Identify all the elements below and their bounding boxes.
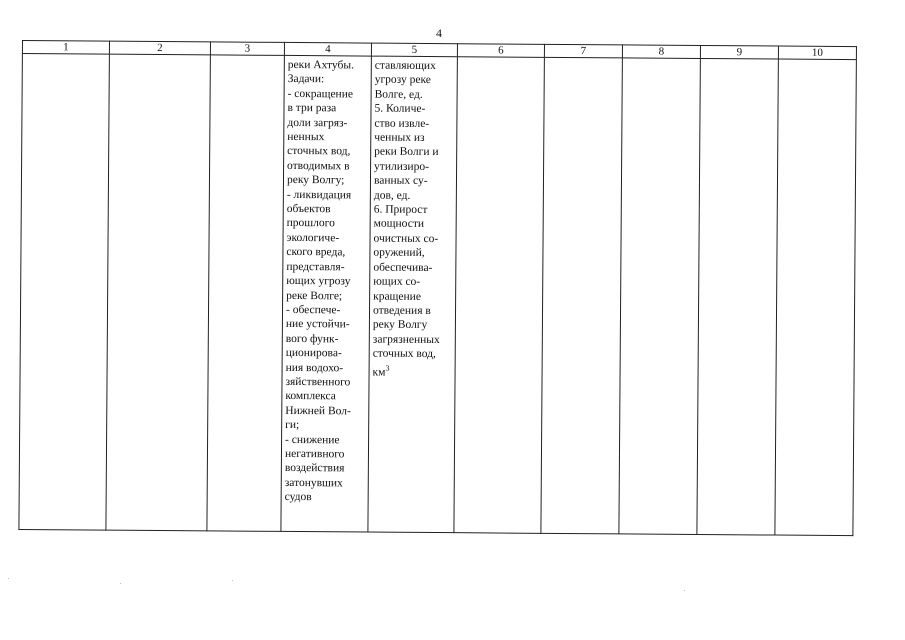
column-header: 7 xyxy=(544,44,622,58)
table-container xyxy=(18,40,856,538)
scan-speck xyxy=(232,580,233,581)
goals-text: реки Ахтубы. Задачи: - сокращение в три раза доли загряз- ненных сточных вод, отводимых в реку Волгу; - ликвидация объектов прошлого экологиче- ского вреда, представля- ющих угрозу реке Волге; - обеспече- ние устойчи- вого функ- ционирова- ния водохо- зяйственного комплекса Нижней Вол- ги; - снижение негативного воздействия затонувших судов xyxy=(284,58,355,504)
scan-speck xyxy=(8,578,9,579)
column-header: 9 xyxy=(700,45,778,59)
column-header: 2 xyxy=(109,41,210,55)
table-cell xyxy=(19,54,109,531)
table-cell-col5 xyxy=(368,56,457,533)
column-header: 6 xyxy=(457,44,544,58)
unit-superscript: 3 xyxy=(385,363,390,373)
column-header: 10 xyxy=(778,46,856,60)
table-row xyxy=(19,54,856,536)
column-header: 8 xyxy=(622,45,700,59)
scan-speck xyxy=(120,583,121,584)
table-cell xyxy=(106,54,210,531)
indicators-text xyxy=(370,57,457,380)
table-cell xyxy=(207,55,284,532)
scan-speck xyxy=(684,590,685,591)
table-cell xyxy=(541,57,622,534)
column-header: 5 xyxy=(371,43,457,57)
table-cell xyxy=(775,59,856,536)
indicators-body: ставляющих угрозу реке Волге, ед. 5. Количе- ство извле- ченных из реки Волги и утилизиро- ванных су- дов, ед. 6. Прирост мощности очистных со- оружений, обеспечива- ющих со- кращение отведения в реку Волгу загрязненных сточных вод, км xyxy=(372,59,440,379)
data-table xyxy=(18,40,857,536)
column-header: 3 xyxy=(210,42,284,56)
table-cell-col4 xyxy=(281,55,371,532)
table-cell xyxy=(619,58,700,535)
table-cell xyxy=(697,58,778,535)
table-cell xyxy=(454,57,544,534)
page-number: 4 xyxy=(436,26,442,40)
column-header: 4 xyxy=(284,42,371,56)
column-header: 1 xyxy=(22,41,109,55)
